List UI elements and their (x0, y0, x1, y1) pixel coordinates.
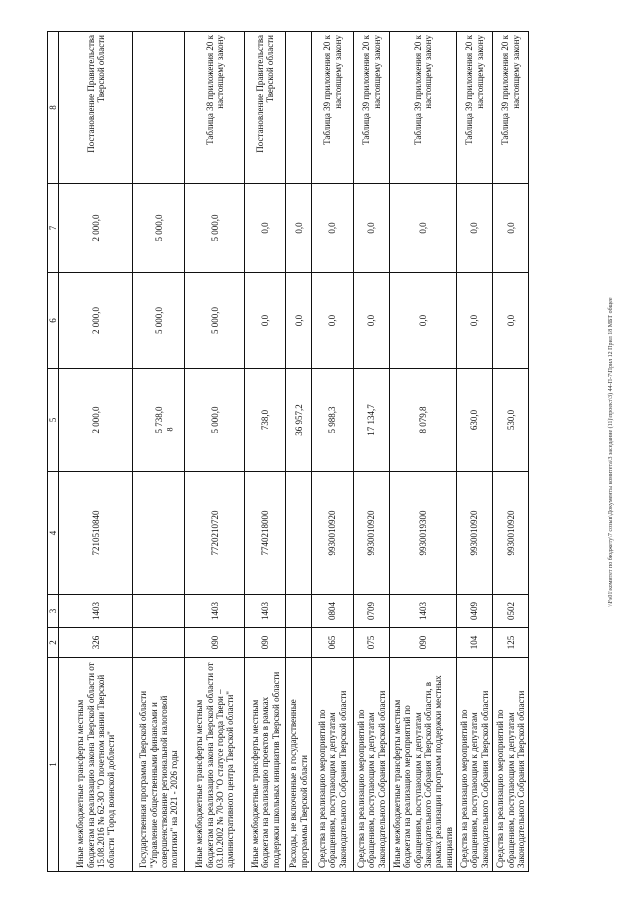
amount-col6-cell: 5 000,0 (185, 273, 245, 369)
amount-col7-cell: 0,0 (312, 184, 354, 273)
item-name-cell: Средства на реализацию мероприятий по обращениям, поступающим к депутатам Законодательного Собрания Тверской области (312, 658, 354, 872)
table-row (133, 32, 185, 872)
item-name-cell: Средства на реализацию мероприятий по обращениям, поступающим к депутатам Законодательного Собрания Тверской области (354, 658, 390, 872)
legal-basis-cell: Постановление Правительства Тверской области (245, 32, 286, 184)
amount-col6-cell: 2 000,0 (59, 273, 133, 369)
amount-col5-cell: 2 000,0 (59, 369, 133, 472)
page-number: 8 (165, 427, 175, 432)
target-article-cell: 7720210720 (185, 472, 245, 595)
amount-col6-cell: 0,0 (245, 273, 286, 369)
admin-code-cell (286, 628, 312, 658)
item-name-cell: Иные межбюджетные трансферты местным бюджетам на реализацию мероприятий по обращениям, поступающим к депутатам Законодательного Собрания Тверской области, в рамках реализации программ поддержки местных инициатив (390, 658, 457, 872)
header-cell-6: 6 (48, 273, 59, 369)
amount-col5-cell: 5 000,0 (185, 369, 245, 472)
section-code-cell: 0409 (457, 595, 493, 628)
table-row (457, 32, 493, 872)
amount-col5-cell: 17 134,7 (354, 369, 390, 472)
section-code-cell: 1403 (59, 595, 133, 628)
legal-basis-cell (286, 32, 312, 184)
header-cell-1: 1 (48, 658, 59, 872)
header-cell-7: 7 (48, 184, 59, 273)
table-row (185, 32, 245, 872)
section-code-cell: 1403 (245, 595, 286, 628)
admin-code-cell: 090 (245, 628, 286, 658)
header-cell-8: 8 (48, 32, 59, 184)
amount-col5-cell: 5 738,0 (133, 369, 185, 472)
amount-col5-cell: 36 957,2 (286, 369, 312, 472)
admin-code-cell (133, 628, 185, 658)
admin-code-cell: 090 (185, 628, 245, 658)
legal-basis-cell: Таблица 38 приложения 20 к настоящему закону (185, 32, 245, 184)
target-article-cell (133, 472, 185, 595)
amount-col6-cell: 0,0 (457, 273, 493, 369)
section-code-cell (286, 595, 312, 628)
legal-basis-cell: Таблица 39 приложения 20 к настоящему закону (390, 32, 457, 184)
rotated-page-content (47, 32, 587, 872)
amount-col5-cell: 8 079,8 (390, 369, 457, 472)
amount-col5-cell: 5 988,3 (312, 369, 354, 472)
item-name-cell: Иные межбюджетные трансферты местным бюджетам на реализацию закона Тверской области от 03.10.2002 № 70-ЗО "О статусе города Твери – административного центра Тверской области" (185, 658, 245, 872)
target-article-cell: 9930010920 (312, 472, 354, 595)
table-body (48, 32, 529, 872)
header-cell-2: 2 (48, 628, 59, 658)
section-code-cell: 0502 (493, 595, 529, 628)
header-row (48, 32, 59, 872)
amount-col7-cell: 0,0 (354, 184, 390, 273)
section-code-cell: 0804 (312, 595, 354, 628)
table-row (312, 32, 354, 872)
amount-col6-cell: 5 000,0 (133, 273, 185, 369)
target-article-cell: 9930010920 (354, 472, 390, 595)
amount-col7-cell: 0,0 (457, 184, 493, 273)
amount-col7-cell: 5 000,0 (133, 184, 185, 273)
legal-basis-cell: Таблица 39 приложения 20 к настоящему закону (493, 32, 529, 184)
table-row (493, 32, 529, 872)
table-row (245, 32, 286, 872)
file-path-footer: \\Fs01\комитет по бюджету\7 созыв\Документы комитета\3 заседание (11)\проект\3) 44-П-7\Прил 12 Прил 18 МБТ общее (608, 297, 614, 607)
target-article-cell: 9930010920 (457, 472, 493, 595)
amount-col6-cell: 0,0 (390, 273, 457, 369)
legal-basis-cell: Таблица 39 приложения 20 к настоящему закону (354, 32, 390, 184)
amount-col6-cell: 0,0 (286, 273, 312, 369)
amount-col7-cell: 5 000,0 (185, 184, 245, 273)
header-cell-5: 5 (48, 369, 59, 472)
amount-col7-cell: 0,0 (493, 184, 529, 273)
legal-basis-cell: Таблица 39 приложения 20 к настоящему закону (312, 32, 354, 184)
amount-col5-cell: 738,0 (245, 369, 286, 472)
table-row (354, 32, 390, 872)
amount-col7-cell: 2 000,0 (59, 184, 133, 273)
admin-code-cell: 125 (493, 628, 529, 658)
admin-code-cell: 326 (59, 628, 133, 658)
item-name-cell: Средства на реализацию мероприятий по обращениям, поступающим к депутатам Законодательного Собрания Тверской области (457, 658, 493, 872)
item-name-cell: Иные межбюджетные трансферты местным бюджетам на реализацию проектов в рамках поддержки школьных инициатив Тверской области (245, 658, 286, 872)
target-article-cell: 9930019300 (390, 472, 457, 595)
amount-col6-cell: 0,0 (493, 273, 529, 369)
legal-basis-cell: Таблица 39 приложения 20 к настоящему закону (457, 32, 493, 184)
item-name-cell: Иные межбюджетные трансферты местным бюджетам на реализацию закона Тверской области от 15.08.2016 № 62-ЗО "О почетном звании Тверской области "Город воинской доблести" (59, 658, 133, 872)
amount-col7-cell: 0,0 (245, 184, 286, 273)
amount-col5-cell: 630,0 (457, 369, 493, 472)
amount-col6-cell: 0,0 (312, 273, 354, 369)
table-row (286, 32, 312, 872)
target-article-cell (286, 472, 312, 595)
amount-col6-cell: 0,0 (354, 273, 390, 369)
section-code-cell: 1403 (390, 595, 457, 628)
header-cell-3: 3 (48, 595, 59, 628)
amount-col5-cell: 530,0 (493, 369, 529, 472)
table-row (390, 32, 457, 872)
section-code-cell: 0709 (354, 595, 390, 628)
legal-basis-cell: Постановление Правительства Тверской области (59, 32, 133, 184)
item-name-cell: Средства на реализацию мероприятий по обращениям, поступающим к депутатам Законодательного Собрания Тверской области (493, 658, 529, 872)
budget-table (47, 31, 529, 872)
section-code-cell (133, 595, 185, 628)
target-article-cell: 7210510840 (59, 472, 133, 595)
admin-code-cell: 075 (354, 628, 390, 658)
amount-col7-cell: 0,0 (286, 184, 312, 273)
legal-basis-cell (133, 32, 185, 184)
section-code-cell: 1403 (185, 595, 245, 628)
item-name-cell: Государственная программа Тверской области "Управление общественными финансами и совершенствование региональной налоговой политики" на 2021 - 2026 годы (133, 658, 185, 872)
admin-code-cell: 065 (312, 628, 354, 658)
table-row (59, 32, 133, 872)
admin-code-cell: 090 (390, 628, 457, 658)
target-article-cell: 7740218000 (245, 472, 286, 595)
item-name-cell: Расходы, не включенные в государственные программы Тверской области (286, 658, 312, 872)
target-article-cell: 9930010920 (493, 472, 529, 595)
admin-code-cell: 104 (457, 628, 493, 658)
header-cell-4: 4 (48, 472, 59, 595)
amount-col7-cell: 0,0 (390, 184, 457, 273)
